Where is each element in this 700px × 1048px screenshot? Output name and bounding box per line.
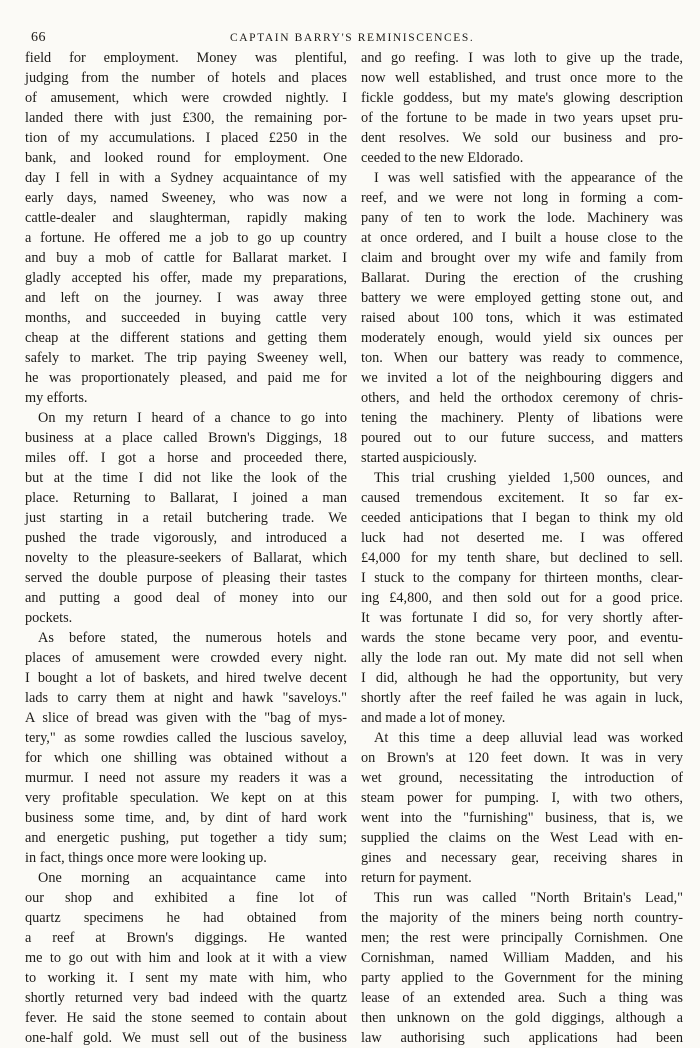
text-line: As before stated, the numerous hotels and (38, 630, 347, 646)
text-line: for which one shilling was obtained without a (25, 750, 347, 766)
text-line: tion of my accumulations. I placed £250 in the (25, 130, 347, 146)
text-line: but at the time I did not like the look of the (25, 470, 347, 486)
text-line: pockets. (25, 610, 73, 626)
text-line: party applied to the Government for the mining (361, 970, 683, 986)
text-line: and left on the journey. I was away three (25, 290, 347, 306)
text-line: ally the lode ran out. My mate did not sell when (361, 650, 683, 666)
text-line: day I fell in with a Sydney acquaintance of my (25, 170, 347, 186)
text-line: caused tremendous excitement. It so far ex- (361, 490, 683, 506)
text-line: lease of an extended area. Such a thing was (361, 990, 683, 1006)
text-line: and putting a good deal of money into our (25, 590, 347, 606)
text-line: now well established, and trust once more to the (361, 70, 683, 86)
text-line: battery we were employed getting stone out, and (361, 290, 683, 306)
text-line: moderately enough, would yield six ounces per (361, 330, 683, 346)
text-line: wards the stone became very poor, and eventu- (361, 630, 683, 646)
text-line: I did, although he had the opportunity, but very (361, 670, 683, 686)
text-line: miles off. I got a horse and proceeded there, (25, 450, 347, 466)
text-line: ing £4,800, and then sold out for a good price. (361, 590, 683, 606)
text-line: of the fortune to be made in two years upset pru- (361, 110, 683, 126)
text-column-right (361, 48, 683, 1048)
text-line: cattle-dealer and slaughterman, rapidly making (25, 210, 347, 226)
text-line: then unknown on the gold diggings, although a (361, 1010, 683, 1026)
text-line: ceeded anticipations that I began to think my old (361, 510, 683, 526)
text-line: ton. When our battery was ready to commence, (361, 350, 683, 366)
text-line: claim and brought over my wife and family from (361, 250, 683, 266)
text-line: business some time, and, by dint of hard work (25, 810, 347, 826)
text-line: field for employment. Money was plentiful, (25, 50, 347, 66)
text-line: on Brown's at 120 feet down. It was in very (361, 750, 683, 766)
text-line: I was well satisfied with the appearance of the (374, 170, 683, 186)
text-line: and energetic pushing, put together a tidy sum; (25, 830, 347, 846)
text-line: we invited a lot of the neighbouring diggers and (361, 370, 683, 386)
text-line: others, and held the orthodox ceremony of chris- (361, 390, 683, 406)
page-number: 66 (31, 30, 46, 45)
text-line: dent resolves. We sold our business and pro- (361, 130, 683, 146)
text-line: our shop and exhibited a fine lot of (25, 890, 347, 906)
text-line: place. Returning to Ballarat, I joined a man (25, 490, 347, 506)
text-line: Ballarat. During the erection of the crushing (361, 270, 683, 286)
text-line: months, and succeeded in buying cattle very (25, 310, 347, 326)
text-line: fever. He said the stone seemed to contain about (25, 1010, 347, 1026)
text-line: ceeded to the new Eldorado. (361, 150, 524, 166)
text-line: This run was called "North Britain's Lead," (374, 890, 683, 906)
text-line: and buy a mob of cattle for Ballarat market. I (25, 250, 347, 266)
text-line: went into the "furnishing" business, that is, we (361, 810, 683, 826)
text-line: to working it. I sent my mate with him, who (25, 970, 347, 986)
text-line: business at a place called Brown's Diggings, 18 (25, 430, 347, 446)
text-line: supplied the claims on the West Lead with en- (361, 830, 683, 846)
text-line: return for payment. (361, 870, 472, 886)
text-line: lads to carry them at night and hawk "saveloys." (25, 690, 347, 706)
text-line: in fact, things once more were looking up. (25, 850, 267, 866)
text-line: pushed the trade vigorously, and introduced a (25, 530, 347, 546)
text-line: One morning an acquaintance came into (38, 870, 347, 886)
text-line: This trial crushing yielded 1,500 ounces, and (374, 470, 683, 486)
text-line: gines and necessary gear, receiving shares in (361, 850, 683, 866)
text-line: and go reefing. I was loth to give up the trade, (361, 50, 683, 66)
text-line: It was fortunate I did so, for very shortly after- (361, 610, 683, 626)
text-line: me to go out with him and look at it with a view (25, 950, 347, 966)
text-line: pany of ten to work the lode. Machinery was (361, 210, 683, 226)
text-line: tery," as some rowdies called the luscious saveloy, (25, 730, 347, 746)
text-line: he was proportionately pleased, and paid me for (25, 370, 347, 386)
text-line: On my return I heard of a chance to go into (38, 410, 347, 426)
text-line: raised about 100 tons, which it was estimated (361, 310, 683, 326)
text-line: I bought a lot of baskets, and hired twelve decent (25, 670, 347, 686)
text-line: my efforts. (25, 390, 88, 406)
text-line: poured out to our future success, and matters (361, 430, 683, 446)
text-line: shortly returned very bad indeed with the quartz (25, 990, 347, 1006)
text-line: places of amusement were crowded every night. (25, 650, 347, 666)
text-line: and made a lot of money. (361, 710, 506, 726)
text-line: wet ground, necessitating the introduction of (361, 770, 683, 786)
text-line: one-half gold. We must sell out of the business (25, 1030, 347, 1046)
running-head: CAPTAIN BARRY'S REMINISCENCES. (230, 32, 475, 44)
text-line: novelty to the pleasure-seekers of Ballarat, which (25, 550, 347, 566)
text-line: At this time a deep alluvial lead was worked (374, 730, 683, 746)
text-line: of amusement, which were crowded nightly. I (25, 90, 347, 106)
text-line: fickle goddess, but my mate's glowing description (361, 90, 683, 106)
text-line: just starting in a retail butchering trade. We (25, 510, 347, 526)
text-column-left (25, 48, 347, 1048)
text-line: I stuck to the company for thirteen months, clear- (361, 570, 683, 586)
text-line: safely to market. The trip paying Sweeney well, (25, 350, 347, 366)
text-line: bank, and looked round for employment. One (25, 150, 347, 166)
text-line: early days, named Sweeney, who was now a (25, 190, 347, 206)
text-line: reef, and we were not long in forming a com- (361, 190, 683, 206)
text-line: the majority of the miners being north country- (361, 910, 683, 926)
text-line: tening the machinery. Plenty of libations were (361, 410, 683, 426)
text-line: luck had not deserted me. I was offered (361, 530, 683, 546)
text-line: gladly accepted his offer, made my preparations, (25, 270, 347, 286)
text-line: quartz specimens he had obtained from (25, 910, 347, 926)
text-line: Cornishman, named William Madden, and his (361, 950, 683, 966)
text-line: landed there with just £300, the remaining por- (25, 110, 347, 126)
text-line: steam power for pumping. I, with two others, (361, 790, 683, 806)
text-line: law authorising such applications had been (361, 1030, 683, 1046)
text-line: started auspiciously. (361, 450, 477, 466)
text-line: men; the rest were principally Cornishmen. One (361, 930, 683, 946)
text-line: a reef at Brown's diggings. He wanted (25, 930, 347, 946)
text-line: judging from the number of hotels and places (25, 70, 347, 86)
text-line: at once ordered, and I built a house close to the (361, 230, 683, 246)
text-line: £4,000 for my tenth share, but declined to sell. (361, 550, 683, 566)
text-line: cheap at the different stations and getting them (25, 330, 347, 346)
text-line: served the double purpose of pleasing their tastes (25, 570, 347, 586)
text-line: murmur. I need not assure my readers it was a (25, 770, 347, 786)
text-line: a fortune. He offered me a job to go up country (25, 230, 347, 246)
text-line: very profitable speculation. We kept on at this (25, 790, 347, 806)
text-line: shortly after the reef failed he was again in luck, (361, 690, 683, 706)
text-line: A slice of bread was given with the "bag of mys- (25, 710, 347, 726)
